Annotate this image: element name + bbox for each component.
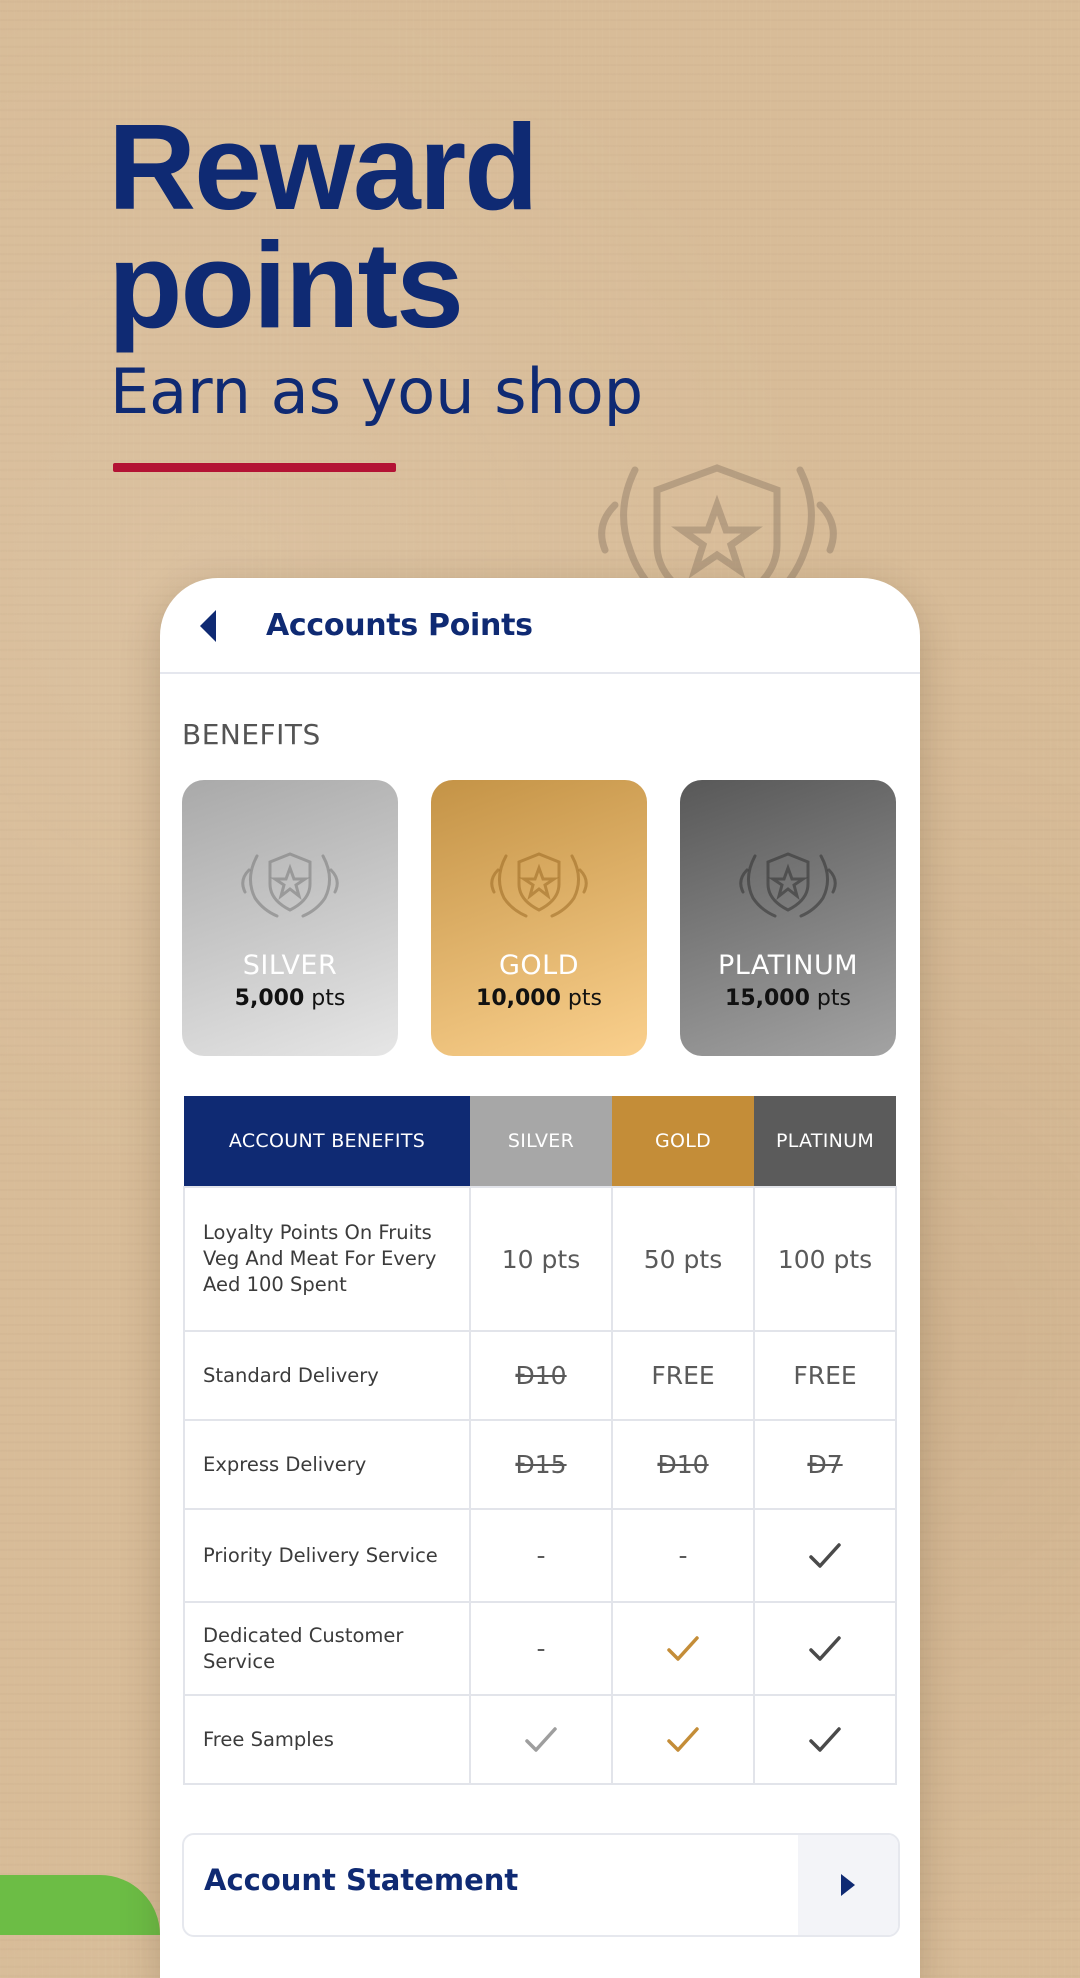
decorative-green-shape <box>0 1875 160 1935</box>
cell-platinum: 100 pts <box>754 1187 896 1331</box>
promo-headline-line1: Reward <box>108 99 537 235</box>
row-label: Standard Delivery <box>184 1331 470 1420</box>
tier-name-platinum: PLATINUM <box>717 950 859 981</box>
benefits-table-header <box>184 1096 896 1187</box>
table-row <box>184 1420 896 1509</box>
platinum-badge-icon <box>733 848 843 922</box>
tier-points-gold: 10,000 pts <box>476 986 602 1011</box>
header-gold: GOLD <box>612 1096 754 1187</box>
cell-platinum: FREE <box>754 1331 896 1420</box>
cell-platinum <box>754 1509 896 1602</box>
account-statement-arrow[interactable] <box>798 1835 898 1935</box>
cell-gold <box>612 1695 754 1784</box>
cell-silver <box>470 1695 612 1784</box>
cell-silver <box>470 1331 612 1420</box>
gold-badge-icon <box>484 848 594 922</box>
tier-points-platinum: 15,000 pts <box>725 986 851 1011</box>
price-silver: Đ10 <box>515 1361 567 1390</box>
check-icon <box>808 1725 842 1755</box>
row-label: Loyalty Points On Fruits Veg And Meat For Every Aed 100 Spent <box>184 1187 470 1331</box>
cell-silver <box>470 1420 612 1509</box>
tier-name-gold: GOLD <box>498 950 579 981</box>
silver-badge-icon <box>235 848 345 922</box>
cell-silver: - <box>470 1509 612 1602</box>
chevron-right-icon <box>836 1871 860 1899</box>
check-icon <box>666 1725 700 1755</box>
promo-subheadline: Earn as you shop <box>110 355 644 428</box>
price-silver: Đ15 <box>515 1450 567 1479</box>
table-row <box>184 1331 896 1420</box>
cell-silver: 10 pts <box>470 1187 612 1331</box>
benefits-table <box>183 1096 897 1785</box>
cell-silver: - <box>470 1602 612 1695</box>
price-gold: Đ10 <box>657 1450 709 1479</box>
tier-card-platinum[interactable] <box>680 780 896 1056</box>
cell-platinum <box>754 1695 896 1784</box>
tier-card-silver[interactable] <box>182 780 398 1056</box>
cell-gold: - <box>612 1509 754 1602</box>
check-icon <box>808 1541 842 1571</box>
table-row <box>184 1602 896 1695</box>
header-platinum: PLATINUM <box>754 1096 896 1187</box>
benefits-section-title: BENEFITS <box>182 718 321 751</box>
tier-points-silver: 5,000 pts <box>234 986 346 1011</box>
table-row <box>184 1509 896 1602</box>
account-statement-button[interactable] <box>182 1833 900 1937</box>
row-label: Free Samples <box>184 1695 470 1784</box>
tier-name-silver: SILVER <box>242 950 338 981</box>
cell-platinum <box>754 1602 896 1695</box>
table-row <box>184 1695 896 1784</box>
nav-title: Accounts Points <box>266 608 533 643</box>
cell-gold <box>612 1420 754 1509</box>
back-chevron-icon[interactable] <box>190 606 230 646</box>
header-silver: SILVER <box>470 1096 612 1187</box>
price-platinum: Đ7 <box>807 1450 843 1479</box>
row-label: Express Delivery <box>184 1420 470 1509</box>
table-row <box>184 1187 896 1331</box>
phone-screen <box>160 578 920 1978</box>
promo-headline-line2: points <box>108 217 462 353</box>
promo-divider <box>113 463 396 472</box>
row-label: Dedicated Customer Service <box>184 1602 470 1695</box>
promo-headline <box>108 99 537 353</box>
check-icon <box>524 1725 558 1755</box>
cell-gold: FREE <box>612 1331 754 1420</box>
cell-gold: 50 pts <box>612 1187 754 1331</box>
tier-card-gold[interactable] <box>431 780 647 1056</box>
nav-bar <box>160 578 920 674</box>
check-icon <box>666 1634 700 1664</box>
check-icon <box>808 1634 842 1664</box>
cell-platinum <box>754 1420 896 1509</box>
cell-gold <box>612 1602 754 1695</box>
header-account-benefits: ACCOUNT BENEFITS <box>184 1096 470 1187</box>
account-statement-label: Account Statement <box>204 1863 519 1897</box>
row-label: Priority Delivery Service <box>184 1509 470 1602</box>
